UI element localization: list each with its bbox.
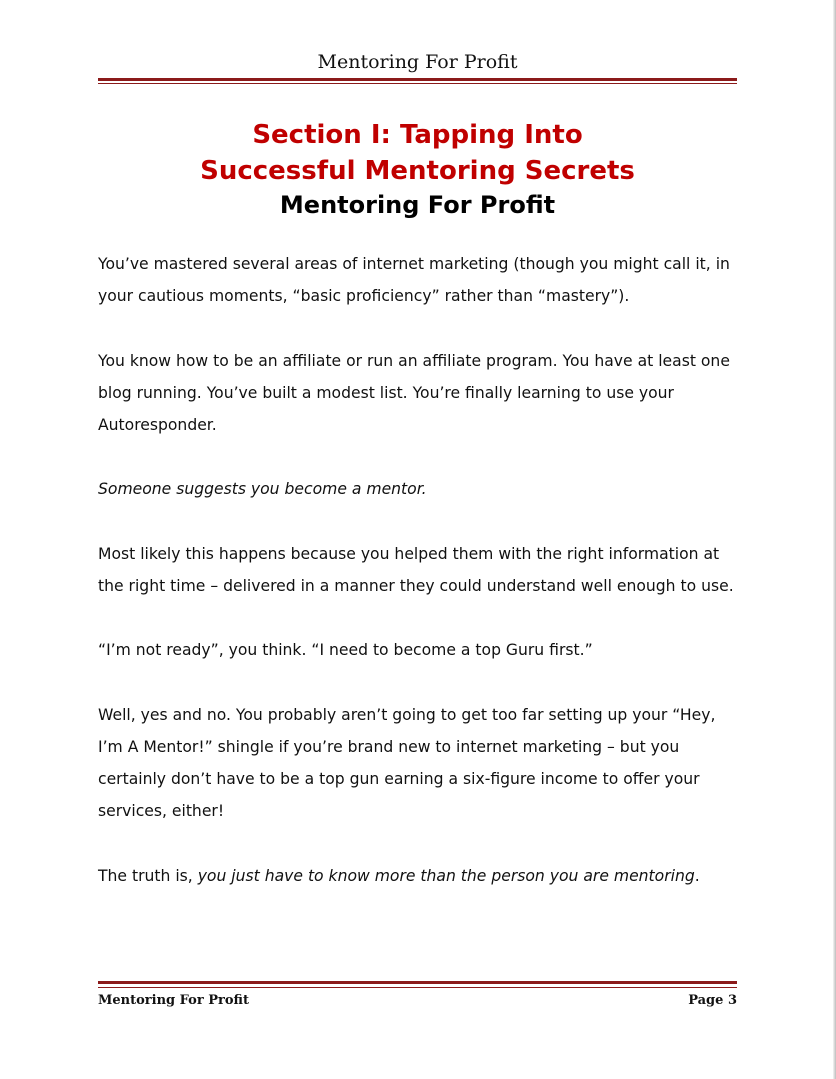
paragraph-1: You’ve mastered several areas of internet marketing (though you might call it, in your cautious moments, “basic proficiency” rather than “mastery”).: [98, 255, 730, 306]
section-title-line-1: Section I: Tapping Into: [252, 120, 583, 150]
paragraph-7-emphasis: you just have to know more than the person you are mentoring: [197, 866, 695, 885]
body-text: [98, 248, 743, 892]
header-rule-thin: [98, 83, 737, 84]
running-header: Mentoring For Profit: [317, 51, 518, 73]
section-subtitle: Mentoring For Profit: [279, 191, 556, 219]
section-title: [98, 117, 737, 189]
paragraph-7-end: .: [694, 866, 700, 885]
paragraph-5: “I’m not ready”, you think. “I need to become a top Guru first.”: [98, 641, 593, 660]
paragraph-4: Most likely this happens because you helped them with the right information at the right time – delivered in a manner they could understand well enough to use.: [98, 544, 734, 595]
paragraph-7: [98, 860, 743, 892]
footer-rule-thick: [98, 981, 737, 984]
paragraph-3: Someone suggests you become a mentor.: [98, 480, 427, 499]
header-rule-thick: [98, 78, 737, 81]
page-number: Page 3: [688, 993, 737, 1008]
footer-title: Mentoring For Profit: [98, 993, 249, 1008]
footer-rule-thin: [98, 987, 737, 988]
paragraph-6: Well, yes and no. You probably aren’t going to get too far setting up your “Hey, I’m A Mentor!” shingle if you’re brand new to internet marketing – but you certainly don’t have to be a top gun earning a six-figure income to offer your services, either!: [98, 705, 716, 821]
section-title-line-2: Successful Mentoring Secrets: [200, 156, 635, 186]
paragraph-2: You know how to be an affiliate or run an affiliate program. You have at least one blog running. You’ve built a modest list. You’re finally learning to use your Autoresponder.: [98, 351, 730, 434]
paragraph-7-lead: The truth is,: [98, 866, 198, 885]
